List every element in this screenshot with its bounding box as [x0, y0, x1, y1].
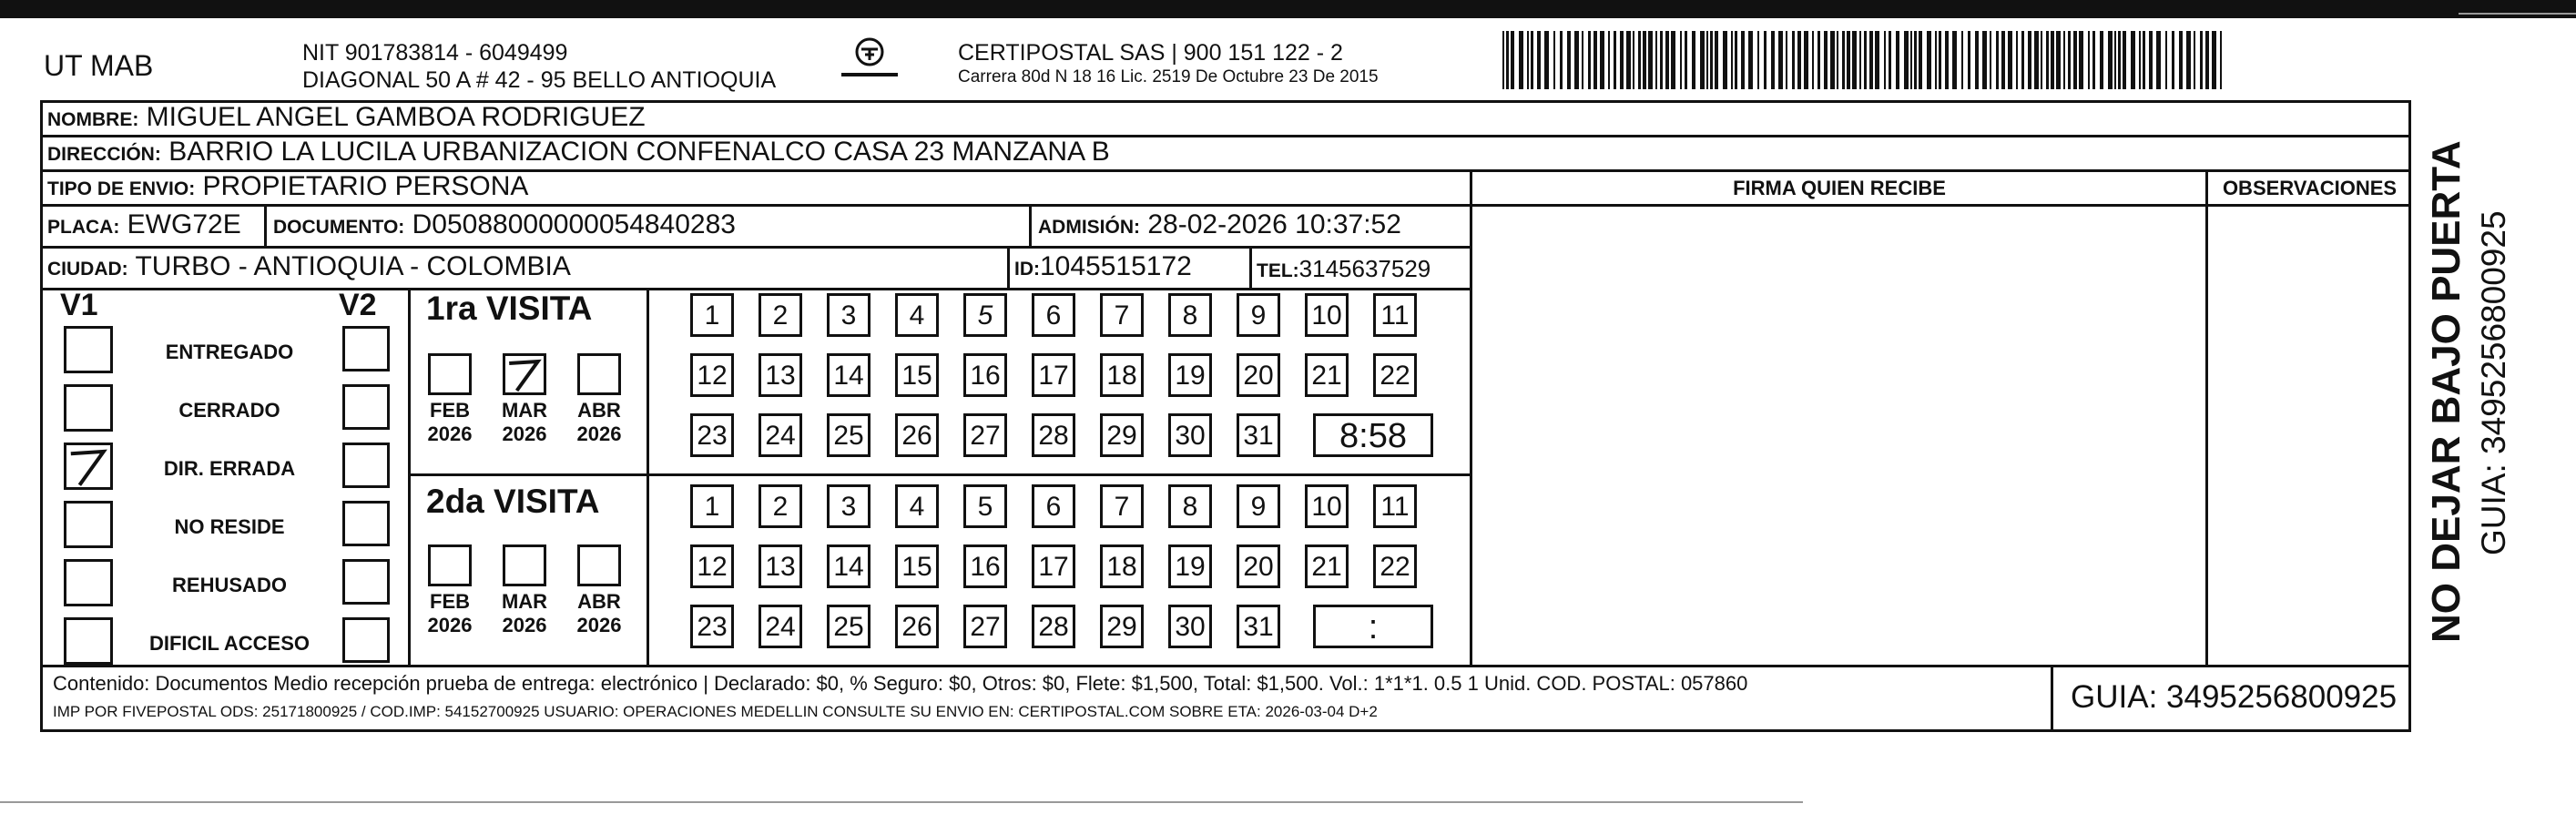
admision-cell — [1038, 209, 1401, 240]
ciudad-label: CIUDAD: — [47, 259, 128, 280]
carrier-name: CERTIPOSTAL SAS | 900 151 122 - 2 — [958, 40, 1343, 66]
direccion-value: BARRIO LA LUCILA URBANIZACION CONFENALCO CASA 23 MANZANA B — [168, 137, 1110, 167]
visit1-day-box[interactable]: 17 — [1032, 353, 1075, 397]
visit1-day-box[interactable]: 25 — [827, 413, 871, 457]
nombre-value: MIGUEL ANGEL GAMBOA RODRIGUEZ — [146, 102, 646, 132]
v1-checkbox[interactable] — [64, 384, 113, 432]
visit2-day-box[interactable]: 7 — [1100, 484, 1144, 528]
visit1-day-box[interactable]: 31 — [1237, 413, 1280, 457]
visit2-day-box[interactable]: 10 — [1305, 484, 1349, 528]
visit1-day-box[interactable]: 27 — [963, 413, 1007, 457]
visit1-day-box[interactable]: 22 — [1373, 353, 1417, 397]
visit1-day-box[interactable]: 3 — [827, 293, 871, 337]
certipostal-logo — [838, 36, 901, 84]
v2-header: V2 — [339, 288, 377, 322]
v2-checkbox[interactable] — [342, 443, 390, 488]
visit1-time-box[interactable]: 8:58 — [1313, 413, 1433, 457]
visit2-day-box[interactable]: 9 — [1237, 484, 1280, 528]
visit1-day-box[interactable]: 16 — [963, 353, 1007, 397]
visit1-month-label: FEB 2026 — [427, 399, 473, 445]
visit1-day-box[interactable]: 26 — [895, 413, 939, 457]
tel-value: 3145637529 — [1298, 255, 1431, 282]
ciudad-cell — [47, 251, 571, 282]
visit2-day-box[interactable]: 24 — [759, 605, 802, 648]
visit2-day-box[interactable]: 21 — [1305, 544, 1349, 588]
id-label: ID: — [1014, 259, 1040, 280]
visit1-day-box[interactable]: 28 — [1032, 413, 1075, 457]
visit2-day-box[interactable]: 14 — [827, 544, 871, 588]
v1-checkbox[interactable] — [64, 559, 113, 606]
firma-header: FIRMA QUIEN RECIBE — [1733, 177, 1946, 199]
documento-label: DOCUMENTO: — [273, 217, 405, 238]
visit2-day-box[interactable]: 22 — [1373, 544, 1417, 588]
side-warning: NO DEJAR BAJO PUERTA — [2424, 140, 2469, 643]
status-option-label: DIFICIL ACCESO — [148, 632, 310, 655]
visit1-day-box[interactable]: 7 — [1100, 293, 1144, 337]
visit1-day-box[interactable]: 18 — [1100, 353, 1144, 397]
visit2-month-checkbox[interactable] — [577, 544, 621, 586]
visit1-month-label: MAR 2026 — [501, 399, 548, 445]
visit2-day-box[interactable]: 12 — [690, 544, 734, 588]
visit1-month-label: ABR 2026 — [576, 399, 622, 445]
visit1-day-box[interactable]: 23 — [690, 413, 734, 457]
visit2-title: 2da VISITA — [426, 483, 600, 520]
status-option-label: DIR. ERRADA — [163, 457, 296, 480]
visit2-day-box[interactable]: 17 — [1032, 544, 1075, 588]
visit1-month-checkbox[interactable] — [428, 353, 472, 395]
visit2-day-box[interactable]: 8 — [1168, 484, 1212, 528]
v1-checkbox[interactable] — [64, 617, 113, 665]
tel-label: TEL: — [1257, 260, 1299, 281]
company-nit: NIT 901783814 - 6049499 — [302, 40, 568, 66]
visit2-day-box[interactable]: 29 — [1100, 605, 1144, 648]
visit2-day-box[interactable]: 18 — [1100, 544, 1144, 588]
visit2-day-box[interactable]: 28 — [1032, 605, 1075, 648]
visit1-day-box[interactable]: 13 — [759, 353, 802, 397]
status-option-label: NO RESIDE — [174, 515, 285, 538]
visit2-month-label: FEB 2026 — [427, 590, 473, 636]
visit2-day-box[interactable]: 30 — [1168, 605, 1212, 648]
tipo-value: PROPIETARIO PERSONA — [202, 171, 529, 201]
visit1-day-box[interactable]: 2 — [759, 293, 802, 337]
admision-value: 28-02-2026 10:37:52 — [1147, 209, 1401, 239]
visit2-month-label: ABR 2026 — [576, 590, 622, 636]
tipo-row — [47, 171, 528, 202]
v1-checkbox[interactable] — [64, 443, 113, 490]
visit2-day-box[interactable]: 13 — [759, 544, 802, 588]
visit2-day-box[interactable]: 3 — [827, 484, 871, 528]
visit2-day-box[interactable]: 1 — [690, 484, 734, 528]
visit1-day-box[interactable]: 10 — [1305, 293, 1349, 337]
visit2-day-box[interactable]: 25 — [827, 605, 871, 648]
status-option-label: REHUSADO — [172, 574, 287, 596]
visit2-month-checkbox[interactable] — [428, 544, 472, 586]
visit2-day-box[interactable]: 23 — [690, 605, 734, 648]
visit2-day-box[interactable]: 2 — [759, 484, 802, 528]
visit1-day-box[interactable]: 4 — [895, 293, 939, 337]
visit2-day-box[interactable]: 19 — [1168, 544, 1212, 588]
v2-checkbox[interactable] — [342, 501, 390, 546]
nombre-row — [47, 102, 646, 133]
documento-value: D05088000000054840283 — [412, 209, 736, 239]
visit1-day-box[interactable]: 14 — [827, 353, 871, 397]
v1-checkbox[interactable] — [64, 326, 113, 373]
side-guia: GUIA: 3495256800925 — [2475, 210, 2512, 555]
id-value: 1045515172 — [1040, 251, 1192, 281]
top-border-bar — [0, 0, 2576, 18]
visit2-day-box[interactable]: 4 — [895, 484, 939, 528]
v1-header: V1 — [60, 288, 98, 322]
tel-cell — [1257, 255, 1431, 283]
visit2-day-box[interactable]: 16 — [963, 544, 1007, 588]
admision-label: ADMISIÓN: — [1038, 217, 1140, 238]
visit1-day-box[interactable]: 20 — [1237, 353, 1280, 397]
status-option-label: ENTREGADO — [165, 341, 294, 363]
footer-contenido: Contenido: Documentos Medio recepción prueba de entrega: electrónico | Declarado: $0, % Seguro: $0, Otros: $0, Flete: $1,500, Total: $1,500. Vol.: 1*1*1. 0.5 1 Unid. COD. POSTAL: 057860 — [53, 672, 1748, 695]
placa-label: PLACA: — [47, 217, 120, 238]
visit1-day-box[interactable]: 1 — [690, 293, 734, 337]
visit1-day-box[interactable]: 9 — [1237, 293, 1280, 337]
visit2-month-label: MAR 2026 — [501, 590, 548, 636]
visit2-day-box[interactable]: 11 — [1373, 484, 1417, 528]
visit1-day-box[interactable]: 5 — [963, 293, 1007, 337]
tipo-label: TIPO DE ENVIO: — [47, 178, 196, 199]
v1-checkbox[interactable] — [64, 501, 113, 548]
visit1-day-box[interactable]: 29 — [1100, 413, 1144, 457]
placa-cell — [47, 209, 241, 240]
visit2-day-box[interactable]: 20 — [1237, 544, 1280, 588]
visit2-day-box[interactable]: 26 — [895, 605, 939, 648]
visit1-day-box[interactable]: 24 — [759, 413, 802, 457]
visit2-day-box[interactable]: 6 — [1032, 484, 1075, 528]
visit1-day-box[interactable]: 6 — [1032, 293, 1075, 337]
ciudad-value: TURBO - ANTIOQUIA - COLOMBIA — [135, 251, 571, 281]
visit1-day-box[interactable]: 21 — [1305, 353, 1349, 397]
visit2-day-box[interactable]: 31 — [1237, 605, 1280, 648]
v2-checkbox[interactable] — [342, 559, 390, 605]
documento-cell — [273, 209, 736, 240]
nombre-label: NOMBRE: — [47, 109, 139, 130]
placa-value: EWG72E — [127, 209, 241, 239]
status-option-label: CERRADO — [178, 399, 280, 422]
carrier-license: Carrera 80d N 18 16 Lic. 2519 De Octubre 23 De 2015 — [958, 67, 1379, 86]
visit1-day-box[interactable]: 12 — [690, 353, 734, 397]
v2-checkbox[interactable] — [342, 326, 390, 371]
v2-checkbox[interactable] — [342, 617, 390, 663]
footer-guia: GUIA: 3495256800925 — [2071, 679, 2398, 715]
footer-imp: IMP POR FIVEPOSTAL ODS: 25171800925 / COD.IMP: 54152700925 USUARIO: OPERACIONES MEDELLIN CONSULTE SU ENVIO EN: CERTIPOSTAL.COM SOBRE ETA: 2026-03-04 D+2 — [53, 703, 1378, 720]
visit1-day-box[interactable]: 8 — [1168, 293, 1212, 337]
company-name: UT MAB — [44, 49, 154, 82]
v2-checkbox[interactable] — [342, 384, 390, 430]
visit2-day-box[interactable]: 27 — [963, 605, 1007, 648]
observaciones-header: OBSERVACIONES — [2222, 177, 2398, 199]
visit1-month-checkbox[interactable] — [503, 353, 546, 395]
barcode — [1502, 31, 2231, 89]
visit1-day-box[interactable]: 15 — [895, 353, 939, 397]
id-cell — [1014, 251, 1192, 282]
visit1-day-box[interactable]: 30 — [1168, 413, 1212, 457]
visit1-day-box[interactable]: 11 — [1373, 293, 1417, 337]
visit2-month-checkbox[interactable] — [503, 544, 546, 586]
visit2-time-box[interactable]: : — [1313, 605, 1433, 648]
company-address: DIAGONAL 50 A # 42 - 95 BELLO ANTIOQUIA — [302, 67, 777, 93]
visit2-day-box[interactable]: 5 — [963, 484, 1007, 528]
visit1-title: 1ra VISITA — [426, 290, 593, 327]
direccion-row — [47, 137, 1110, 168]
visit1-day-box[interactable]: 19 — [1168, 353, 1212, 397]
direccion-label: DIRECCIÓN: — [47, 144, 161, 165]
visit1-month-checkbox[interactable] — [577, 353, 621, 395]
visit2-day-box[interactable]: 15 — [895, 544, 939, 588]
